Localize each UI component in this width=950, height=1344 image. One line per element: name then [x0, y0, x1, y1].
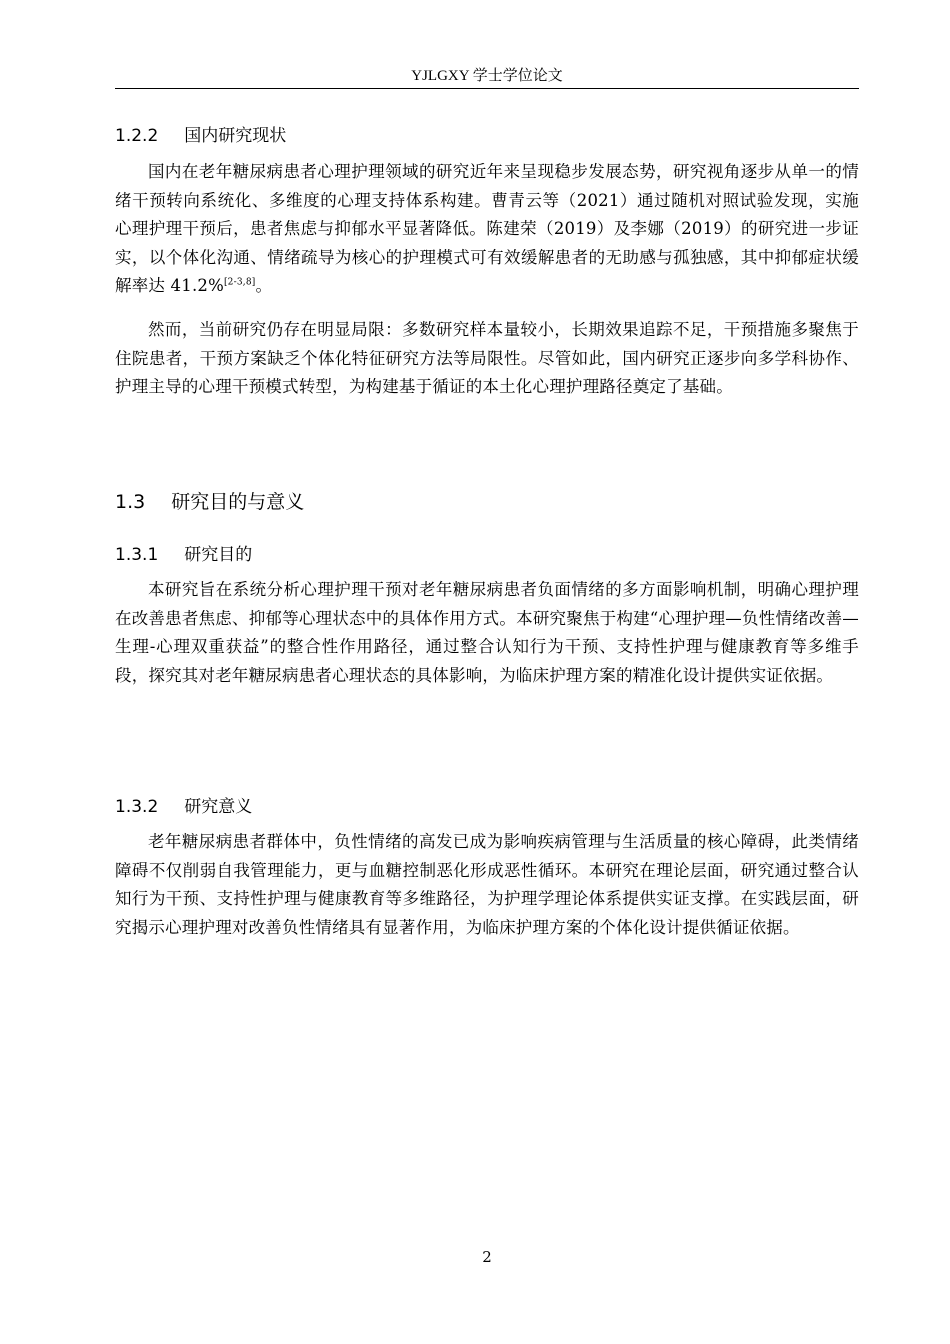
section-number: 1.2.2: [115, 126, 159, 146]
paragraph-research-significance: 老年糖尿病患者群体中，负性情绪的高发已成为影响疾病管理与生活质量的核心障碍，此类情绪障碍不仅削弱自我管理能力，更与血糖控制恶化形成恶性循环。本研究在理论层面，研究通过整合认知行为干预、支持性护理与健康教育等多维路径，为护理学理论体系提供实证支撑。在实践层面，研究揭示心理护理对改善负性情绪具有显著作用，为临床护理方案的个体化设计提供循证依据。: [115, 832, 859, 937]
section-number: 1.3.1: [115, 545, 159, 565]
section-title: 研究意义: [184, 797, 253, 817]
section-number: 1.3: [115, 491, 146, 513]
running-header: YJLGXY 学士学位论文: [411, 68, 563, 84]
section-number: 1.3.2: [115, 797, 159, 817]
citation: [2-3,8]: [223, 277, 256, 288]
paragraph-text: 国内在老年糖尿病患者心理护理领域的研究近年来呈现稳步发展态势，研究视角逐步从单一的情绪干预转向系统化、多维度的心理支持体系构建。曹青云等（2021）通过随机对照试验发现，实施心理护理干预后，患者焦虑与抑郁水平显著降低。陈建荣（2019）及李娜（2019）的研究进一步证实，以个体化沟通、情绪疏导为核心的护理模式可有效缓解患者的无助感与孤独感，其中抑郁症状缓解率达 41.2%: [115, 162, 859, 295]
section-heading-1-3-2: [115, 792, 252, 817]
section-heading-1-3-1: [115, 540, 252, 565]
section-title: 研究目的: [184, 545, 253, 565]
paragraph-limitations: 然而，当前研究仍存在明显局限：多数研究样本量较小，长期效果追踪不足，干预措施多聚焦于住院患者，干预方案缺乏个体化特征研究方法等局限性。尽管如此，国内研究正逐步向多学科协作、护理主导的心理干预模式转型，为构建基于循证的本土化心理护理路径奠定了基础。: [115, 320, 859, 396]
section-title: 研究目的与意义: [171, 491, 305, 513]
paragraph-domestic-research: [115, 158, 859, 301]
page-number: 2: [482, 1248, 492, 1266]
section-heading-1-3: [115, 487, 304, 514]
section-title: 国内研究现状: [184, 126, 287, 146]
paragraph-research-purpose: 本研究旨在系统分析心理护理干预对老年糖尿病患者负面情绪的多方面影响机制，明确心理护理在改善患者焦虑、抑郁等心理状态中的具体作用方式。本研究聚焦于构建“心理护理—负性情绪改善—生理-心理双重获益”的整合性作用路径，通过整合认知行为干预、支持性护理与健康教育等多维手段，探究其对老年糖尿病患者心理状态的具体影响，为临床护理方案的精准化设计提供实证依据。: [115, 580, 859, 685]
section-heading-1-2-2: [115, 121, 286, 146]
paragraph-tail: 。: [255, 276, 273, 295]
header-rule: [115, 88, 859, 89]
